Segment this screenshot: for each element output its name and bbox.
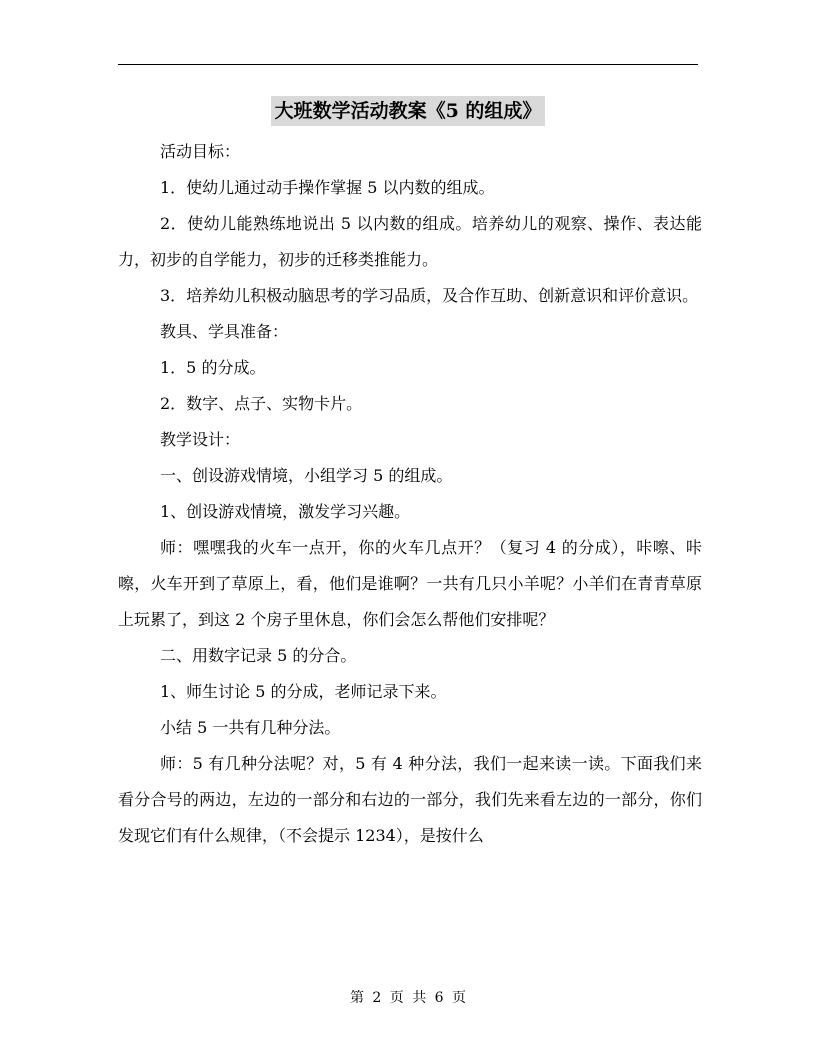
paragraph: 1、师生讨论 5 的分成，老师记录下来。: [160, 682, 447, 701]
paragraph: 活动目标：: [160, 142, 241, 161]
paragraph: 教学设计：: [160, 430, 241, 449]
paragraph: 小结 5 一共有几种分法。: [160, 718, 341, 737]
document-body: [118, 134, 702, 854]
paragraph: 二、用数字记录 5 的分合。: [160, 646, 357, 665]
paragraph: 1、创设游戏情境，激发学习兴趣。: [160, 502, 411, 521]
paragraph: 一、创设游戏情境，小组学习 5 的组成。: [160, 466, 453, 485]
paragraph: 3．培养幼儿积极动脑思考的学习品质，及合作互助、创新意识和评价意识。: [160, 286, 699, 305]
paragraph: 1．5 的分成。: [160, 358, 266, 377]
paragraph: 教具、学具准备：: [160, 322, 289, 341]
paragraph: 2．使幼儿能熟练地说出 5 以内数的组成。培养幼儿的观察、操作、表达能力，初步的自学能力，初步的迁移类推能力。: [118, 214, 702, 269]
paragraph: 1．使幼儿通过动手操作掌握 5 以内数的组成。: [160, 178, 495, 197]
title-block: [0, 96, 816, 126]
paragraph: 师：嘿嘿我的火车一点开，你的火车几点开？（复习 4 的分成），咔嚓、咔嚓，火车开到了草原上，看，他们是谁啊？一共有几只小羊呢？小羊们在青青草原上玩累了，到这 2 个房子里休息，你们会怎么帮他们安排呢？: [118, 538, 702, 629]
paragraph: 2．数字、点子、实物卡片。: [160, 394, 363, 413]
document-title: 大班数学活动教案《5 的组成》: [271, 96, 546, 126]
header-rule: [118, 64, 698, 65]
paragraph: 师：5 有几种分法呢？对，5 有 4 种分法，我们一起来读一读。下面我们来看分合号的两边，左边的一部分和右边的一部分，我们先来看左边的一部分，你们发现它们有什么规律，（不会提示 1234），是按什么: [118, 754, 702, 845]
page-footer: 第 2 页 共 6 页: [349, 990, 467, 1006]
